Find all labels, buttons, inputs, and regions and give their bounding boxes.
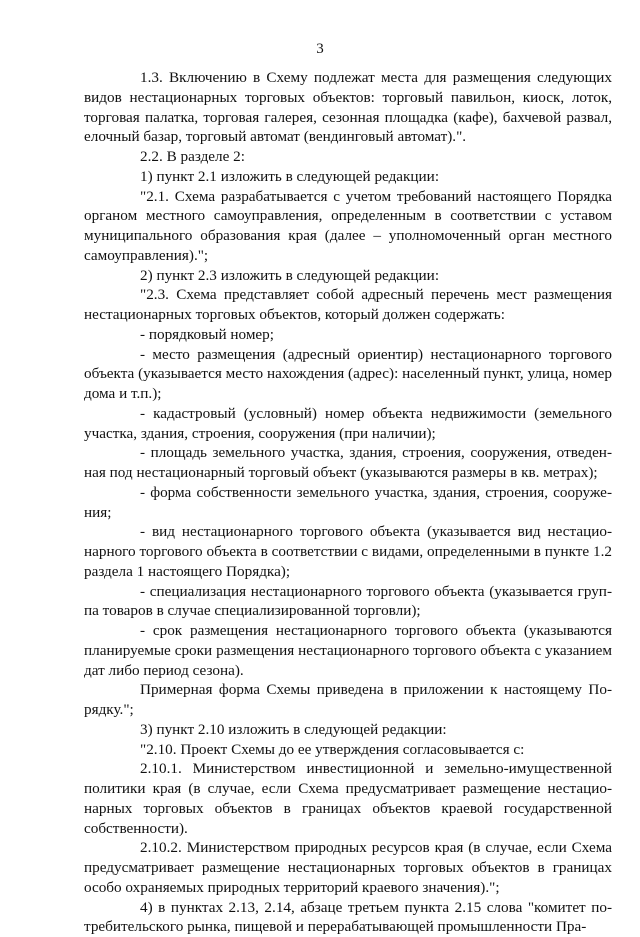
paragraph-2-10-1: 2.10.1. Министерством инвестиционной и земельно-имущественной политики края (в случае, если Схема предусматривает размещение нестационарных торговых объектов в границах объектов краевой государственной собственности). xyxy=(84,759,612,838)
paragraph-1-3: 1.3. Включению в Схему подлежат места для размещения следующих видов нестационарных торговых объектов: торговый павильон, киоск, лоток, торговая палатка, торговая галерея, сезонная площадка (кафе), бахчевой развал, елочный базар, торговый автомат (вендинговый автомат).". xyxy=(84,68,612,147)
paragraph-item-4: 4) в пунктах 2.13, 2.14, абзаце третьем пункта 2.15 слова "комитет потребительского рынка, пищевой и перерабатывающей промышленности Пра- xyxy=(84,898,612,937)
list-item-location: - место размещения (адресный ориентир) нестационарного торгового объекта (указывается место нахождения (адрес): населенный пункт, улица, номер дома и т.п.); xyxy=(84,345,612,404)
list-item-ownership: - форма собственности земельного участка, здания, строения, сооружения; xyxy=(84,483,612,523)
paragraph-2-2: 2.2. В разделе 2: xyxy=(84,147,612,167)
document-body xyxy=(84,68,612,937)
list-item-specialization: - специализация нестационарного торгового объекта (указывается группа товаров в случае специализированной торговли); xyxy=(84,582,612,622)
paragraph-2-3-quote: "2.3. Схема представляет собой адресный перечень мест размещения нестационарных торговых объектов, который должен содержать: xyxy=(84,285,612,325)
list-item-cadastral-number: - кадастровый (условный) номер объекта недвижимости (земельного участка, здания, строения, сооружения (при наличии); xyxy=(84,404,612,444)
paragraph-item-2: 2) пункт 2.3 изложить в следующей редакции: xyxy=(84,266,612,286)
paragraph-form-note: Примерная форма Схемы приведена в приложении к настоящему Порядку."; xyxy=(84,680,612,720)
paragraph-item-1: 1) пункт 2.1 изложить в следующей редакции: xyxy=(84,167,612,187)
list-item-placement-term: - срок размещения нестационарного торгового объекта (указываются планируемые сроки размещения нестационарного торгового объекта с указанием дат либо период сезона). xyxy=(84,621,612,680)
paragraph-2-10-quote: "2.10. Проект Схемы до ее утверждения согласовывается с: xyxy=(84,740,612,760)
list-item-object-type: - вид нестационарного торгового объекта (указывается вид нестационарного торгового объекта в соответствии с видами, определенными в пункте 1.2 раздела 1 настоящего Порядка); xyxy=(84,522,612,581)
paragraph-2-10-2: 2.10.2. Министерством природных ресурсов края (в случае, если Схема предусматривает размещение нестационарных торговых объектов в границах особо охраняемых природных территорий краевого значения)."; xyxy=(84,838,612,897)
list-item-serial-number: - порядковый номер; xyxy=(84,325,612,345)
paragraph-item-3: 3) пункт 2.10 изложить в следующей редакции: xyxy=(84,720,612,740)
list-item-area: - площадь земельного участка, здания, строения, сооружения, отведенная под нестационарный торговый объект (указываются размеры в кв. метрах); xyxy=(84,443,612,483)
paragraph-2-1-quote: "2.1. Схема разрабатывается с учетом требований настоящего Порядка органом местного самоуправления, определенным в соответствии с уставом муниципального образования края (далее – уполномоченный орган местного самоуправления)."; xyxy=(84,187,612,266)
page-number: 3 xyxy=(0,40,640,58)
